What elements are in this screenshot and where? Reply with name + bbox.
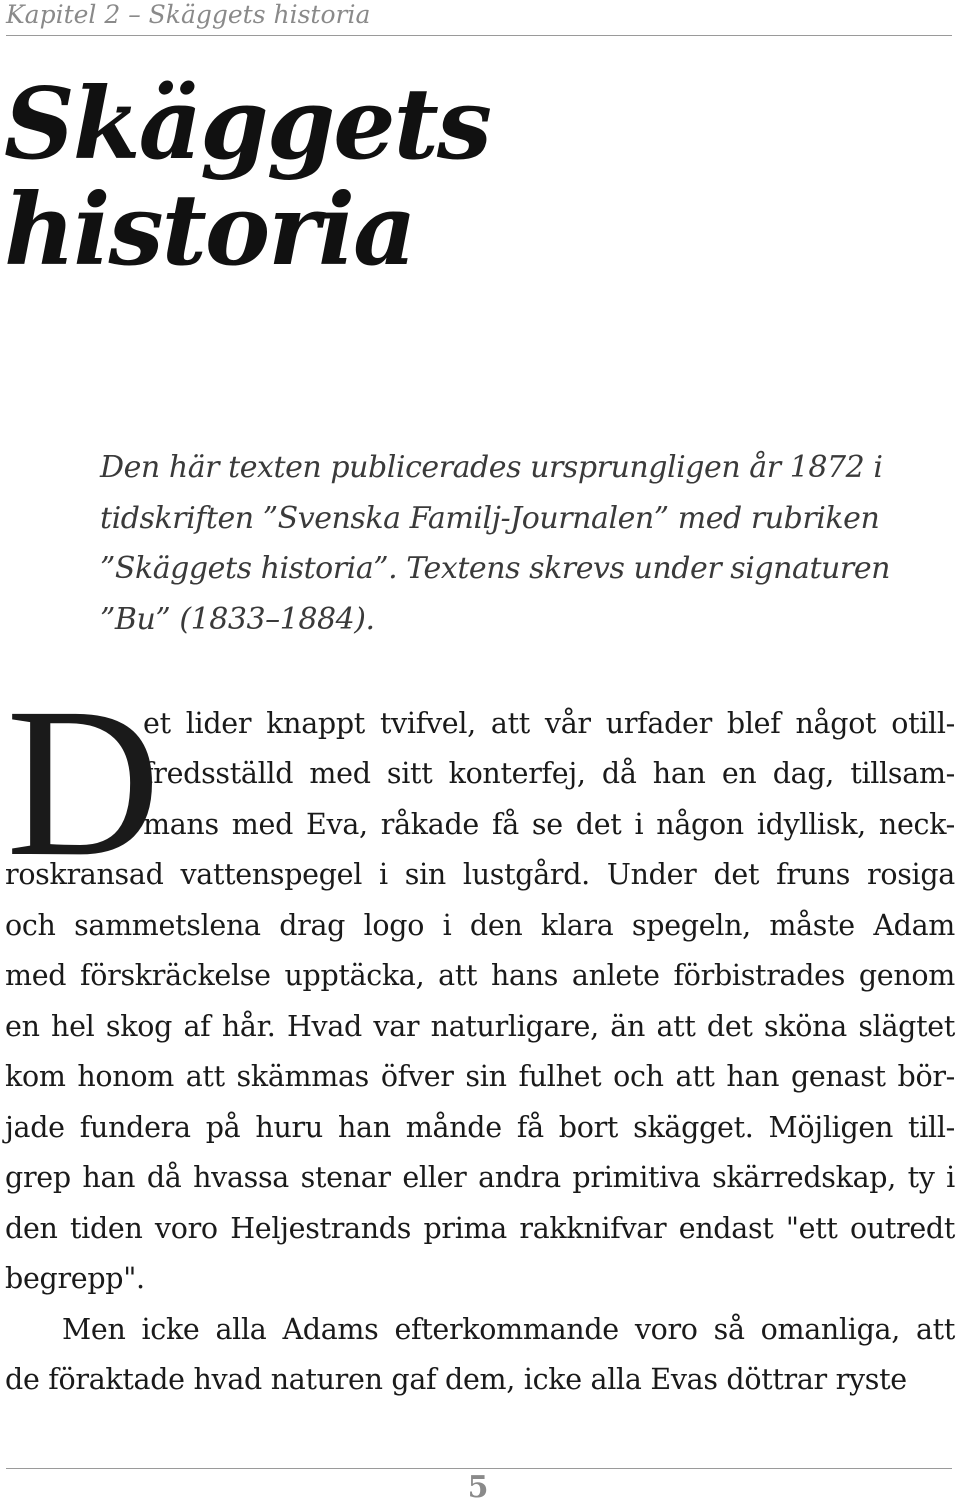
page-number: 5 [467,1470,489,1505]
body-line: och sammetslena drag logo i den klara spegeln, måste Adam [5,909,955,942]
intro-line: Den här texten publicerades ursprungligen år 1872 i [100,450,883,485]
intro-note [100,443,920,645]
body-line: kom honom att skämmas öfver sin fulhet och att han genast bör- [5,1060,955,1093]
intro-line: ”Bu” (1833–1884). [100,601,375,637]
intro-line: ”Skäggets historia”. Textens skrevs under signaturen [100,551,890,586]
body-line: Men icke alla Adams efterkommande voro så omanliga, att [62,1313,955,1346]
body-line: med förskräckelse upptäcka, att hans anlete förbistrades genom [5,959,955,992]
body-line: en hel skog af hår. Hvad var naturligare, än att det sköna slägtet [5,1010,955,1043]
body-line: begrepp". [5,1262,145,1295]
chapter-title-line-2: historia [4,173,415,288]
body-line: de föraktade hvad naturen gaf dem, icke alla Evas döttrar ryste [5,1363,907,1396]
chapter-title [4,67,491,288]
chapter-title-line-1: Skäggets [4,67,491,182]
footer-rule [6,1468,952,1469]
body-line: jade fundera på huru han månde få bort skägget. Möjligen till- [5,1111,955,1144]
body-line: fredsställd med sitt konterfej, då han en dag, tillsam- [143,757,955,790]
body-line: mans med Eva, råkade få se det i någon idyllisk, neck- [143,808,955,841]
intro-line: tidskriften ”Svenska Familj-Journalen” med rubriken [100,500,880,536]
running-header: Kapitel 2 – Skäggets historia [6,0,371,29]
drop-cap: D [6,664,161,901]
body-line: et lider knappt tvifvel, att vår urfader blef något otill- [143,707,955,740]
body-line: den tiden voro Heljestrands prima rakknifvar endast "ett outredt [5,1212,955,1245]
body-line: grep han då hvassa stenar eller andra primitiva skärredskap, ty i [5,1161,955,1194]
body-line: roskransad vattenspegel i sin lustgård. Under det fruns rosiga [5,858,955,891]
header-rule [6,35,952,36]
